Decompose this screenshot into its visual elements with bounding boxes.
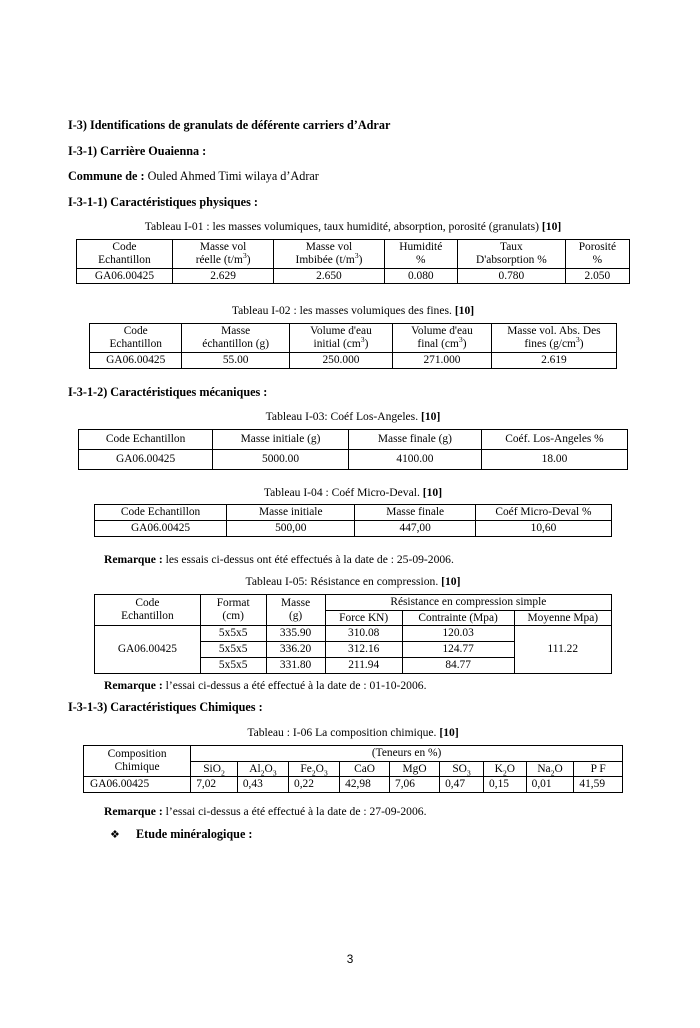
table-i01 [76,239,630,284]
cell-moyenne: 111.22 [514,626,611,673]
header-moyenne-mpa: Moyenne Mpa) [514,610,611,626]
header-k2o: $K_2O$ [484,761,527,777]
header-line-1: Code [135,597,160,610]
cell-contrainte: 124.77 [402,642,514,658]
header-line-1: Masse [221,325,251,338]
subscript-2: 2 [311,767,316,777]
caption-ref: [10] [441,574,461,588]
header-line-1: Masse vol. Abs. Des [507,325,601,338]
header-so3: $SO_3$ [440,761,484,777]
cell-contrainte: 84.77 [402,657,514,673]
cell-cao: 42,98 [340,777,390,793]
spacer [68,284,638,304]
cell-masse: 331.80 [266,657,325,673]
caption-text: Tableau I-02 : les masses volumiques des fines. [231,304,455,318]
header-volume-eau-final: Volume d'eau final $(cm^3)$ [393,324,492,353]
subscript-2: 2 [502,767,507,777]
cell-coef-micro-deval: 10,60 [475,521,611,537]
header-contrainte-mpa: Contrainte (Mpa) [402,610,514,626]
header-line-2: (g) [288,610,303,623]
header-masse-initiale: Masse initiale [227,505,355,521]
cell-code: GA06.00425 [95,626,201,673]
subscript-3: 3 [323,767,328,777]
cell-masse-finale: 4100.00 [348,449,481,469]
subscript-2: 2 [260,767,265,777]
table-i05-wrapper [68,594,638,674]
header-line-1: Format [216,597,250,610]
header-masse-vol-reelle: Masse vol réelle $(t/m^3)$ [172,240,273,269]
remark-text: l’essai ci-dessus a été effectué à la date de : 27-09-2006. [162,805,427,819]
spacer [68,793,638,805]
header-code-echantillon: Code Echantillon [95,505,227,521]
table-i03 [78,429,628,470]
commune-label: Commune de : [68,169,145,184]
caption-text: Tableau I-04 : Coéf Micro-Deval. [263,485,423,499]
header-fe2o3: $Fe_2O_3$ [289,761,340,777]
superscript-3: 3 [242,251,247,260]
cell-code: GA06.00425 [84,777,191,793]
cell-k2o: 0,15 [484,777,527,793]
commune-value: Ouled Ahmed Timi wilaya d’Adrar [144,169,319,184]
header-code-echantillon [90,324,182,353]
cell-masse-initiale: 500,00 [227,521,355,537]
commune-line [68,169,638,183]
header-masse-finale: Masse finale (g) [348,429,481,449]
bullet-text: Etude minéralogique : [136,827,253,842]
caption-table-i02 [68,304,638,318]
header-line-1: Taux [500,241,523,254]
section-heading-i31: I-3-1) Carrière Ouaienna : [68,143,207,158]
header-line-1: Humidité [399,241,443,254]
cell-masse: 336.20 [266,642,325,658]
remark-3 [68,805,638,819]
caption-ref: [10] [439,726,459,740]
subscript-3: 3 [466,767,471,777]
spacer [68,567,638,575]
cell-volume-initial: 250.000 [289,352,392,368]
table-header-row [79,429,628,449]
header-line-2: D'absorption % [476,253,547,266]
cell-al2o3: 0,43 [237,777,288,793]
table-i05 [94,594,612,674]
cell-coef-los-angeles: 18.00 [481,449,627,469]
header-coef-los-angeles: Coéf. Los-Angeles % [481,429,627,449]
page-number: 3 [346,952,354,966]
cell-force: 310.08 [325,626,402,642]
cell-code: GA06.00425 [77,268,173,284]
table-i04-wrapper [68,504,638,537]
cell-format: 5x5x5 [200,626,266,642]
table-i06 [83,745,623,793]
caption-ref: [10] [541,220,562,234]
section-heading-i3: I-3) Identifications de granulats de déférente carriers d’Adrar [68,118,391,132]
header-cao: CaO [340,761,390,777]
table-i02-wrapper [68,323,638,368]
spacer [68,470,638,486]
header-masse [266,594,325,626]
table-row [95,626,612,642]
remark-label: Remarque : [104,805,163,819]
cell-mgo: 7,06 [390,777,440,793]
cell-code: GA06.00425 [79,449,213,469]
header-line-1: Composition [107,748,167,761]
header-resistance-group: Résistance en compression simple [325,594,611,610]
table-row [79,449,628,469]
header-code-echantillon: Code Echantillon [79,429,213,449]
header-pf: P F [574,761,623,777]
header-line-1: Code [123,325,148,338]
caption-table-i01 [68,220,638,234]
caption-table-i05 [68,575,638,589]
header-porosite [565,240,629,269]
header-masse-echantillon [182,324,289,353]
header-coef-micro-deval: Coéf Micro-Deval % [475,505,611,521]
remark-text: les essais ci-dessus ont été effectués à la date de : 25-09-2006. [162,552,454,566]
caption-ref: [10] [422,485,443,499]
header-line-1: Porosité [578,241,617,254]
cell-force: 211.94 [325,657,402,673]
header-line-2: échantillon (g) [202,338,270,350]
header-line-1: Code [112,241,137,254]
cell-masse-vol-imbibee: 2.650 [274,268,384,284]
section-heading-i312: I-3-1-2) Caractéristiques mécaniques : [68,384,268,399]
header-force-kn: Force KN) [325,610,402,626]
header-line-2: Echantillon [98,253,151,266]
cell-masse: 335.90 [266,626,325,642]
header-line-1: Masse [281,597,311,610]
header-mgo: MgO [390,761,440,777]
superscript-3: 3 [360,335,365,345]
remark-label: Remarque : [104,552,163,566]
header-code-echantillon [95,594,201,626]
table-i01-wrapper [68,239,638,284]
cell-force: 312.16 [325,642,402,658]
caption-ref: [10] [454,304,475,318]
caption-ref: [10] [421,410,441,424]
cell-humidite: 0.080 [384,268,457,284]
cell-masse-vol-abs: 2.619 [491,352,616,368]
header-line-2: Echantillon [109,338,162,350]
table-i04 [94,504,612,537]
table-row [84,777,623,793]
caption-table-i06 [68,726,638,740]
bullet-etude-mineralogique [68,827,638,842]
header-line-1: Masse vol [199,241,247,254]
header-sio2: SiO$_2$ [191,761,238,777]
cell-taux-absorption: 0.780 [457,268,565,284]
cell-code: GA06.00425 [90,352,182,368]
caption-table-i03 [68,410,638,424]
superscript-3: 3 [354,251,359,260]
cell-volume-final: 271.000 [393,352,492,368]
caption-text: Tableau I-05: Résistance en compression. [245,574,442,588]
caption-text: Tableau : I-06 La composition chimique. [247,726,440,740]
header-al2o3: $Al_2O_3$ [237,761,288,777]
cell-format: 5x5x5 [200,657,266,673]
table-i06-wrapper [68,745,638,793]
header-teneurs-group: (Teneurs en %) [191,745,623,761]
superscript-3: 3 [575,335,580,345]
header-line-2: Chimique [114,761,160,774]
cell-fe2o3: 0,22 [289,777,340,793]
header-line-2: Echantillon [121,610,174,623]
header-format [200,594,266,626]
table-header-row-1 [84,745,623,761]
table-i02 [89,323,617,368]
remark-2 [68,679,638,693]
header-masse-vol-abs-fines: Masse vol. Abs. Des fines $(g/cm^3)$ [491,324,616,353]
spacer [68,692,638,700]
header-line-1: Masse vol [305,241,353,254]
remark-label: Remarque : [104,678,163,692]
header-line-2: % [592,253,603,266]
header-na2o: $Na_2O$ [526,761,574,777]
header-line-2: % [416,253,426,266]
table-header-row-1 [95,594,612,610]
cell-pf: 41,59 [574,777,623,793]
header-masse-initiale: Masse initiale (g) [213,429,349,449]
cell-porosite: 2.050 [565,268,629,284]
caption-table-i04 [68,486,638,500]
superscript-3: 3 [458,335,463,345]
header-volume-eau-initial: Volume d'eau initial $(cm^3)$ [289,324,392,353]
cell-masse-initiale: 5000.00 [213,449,349,469]
remark-1 [68,553,638,567]
cell-sio2: 7,02 [191,777,238,793]
remark-text: l’essai ci-dessus a été effectué à la date de : 01-10-2006. [162,678,427,692]
table-row [95,521,612,537]
header-line-1: Volume d'eau [411,325,473,338]
cell-so3: 0,47 [440,777,484,793]
header-masse-vol-imbibee: Masse vol Imbibée $(t/m^3)$ [274,240,384,269]
header-code-echantillon [77,240,173,269]
cell-contrainte: 120.03 [402,626,514,642]
table-row [90,352,617,368]
header-humidite [384,240,457,269]
caption-text: Tableau I-03: Coéf Los-Angeles. [265,410,421,424]
header-masse-finale: Masse finale [355,505,476,521]
table-header-row [77,240,630,269]
spacer [68,819,638,827]
spacer [68,537,638,553]
cell-na2o: 0,01 [526,777,574,793]
cell-masse-echantillon: 55.00 [182,352,289,368]
header-taux-absorption [457,240,565,269]
header-line-2: (cm) [222,610,244,623]
table-header-row [90,324,617,353]
cell-format: 5x5x5 [200,642,266,658]
section-heading-i313: I-3-1-3) Caractéristiques Chimiques : [68,700,263,715]
cell-code: GA06.00425 [95,521,227,537]
table-i03-wrapper [68,429,638,470]
table-row [77,268,630,284]
subscript-2: 2 [220,767,225,777]
cell-masse-finale: 447,00 [355,521,476,537]
table-header-row [95,505,612,521]
header-composition-chimique [84,745,191,777]
subscript-3: 3 [272,767,277,777]
spacer [68,369,638,385]
header-line-1: Volume d'eau [310,325,372,338]
cell-masse-vol-reelle: 2.629 [172,268,273,284]
subscript-2: 2 [550,767,555,777]
diamond-bullet-icon: ❖ [110,829,120,842]
caption-text: Tableau I-01 : les masses volumiques, taux humidité, absorption, porosité (granulats) [144,220,542,234]
section-heading-i311: I-3-1-1) Caractéristiques physiques : [68,194,258,209]
